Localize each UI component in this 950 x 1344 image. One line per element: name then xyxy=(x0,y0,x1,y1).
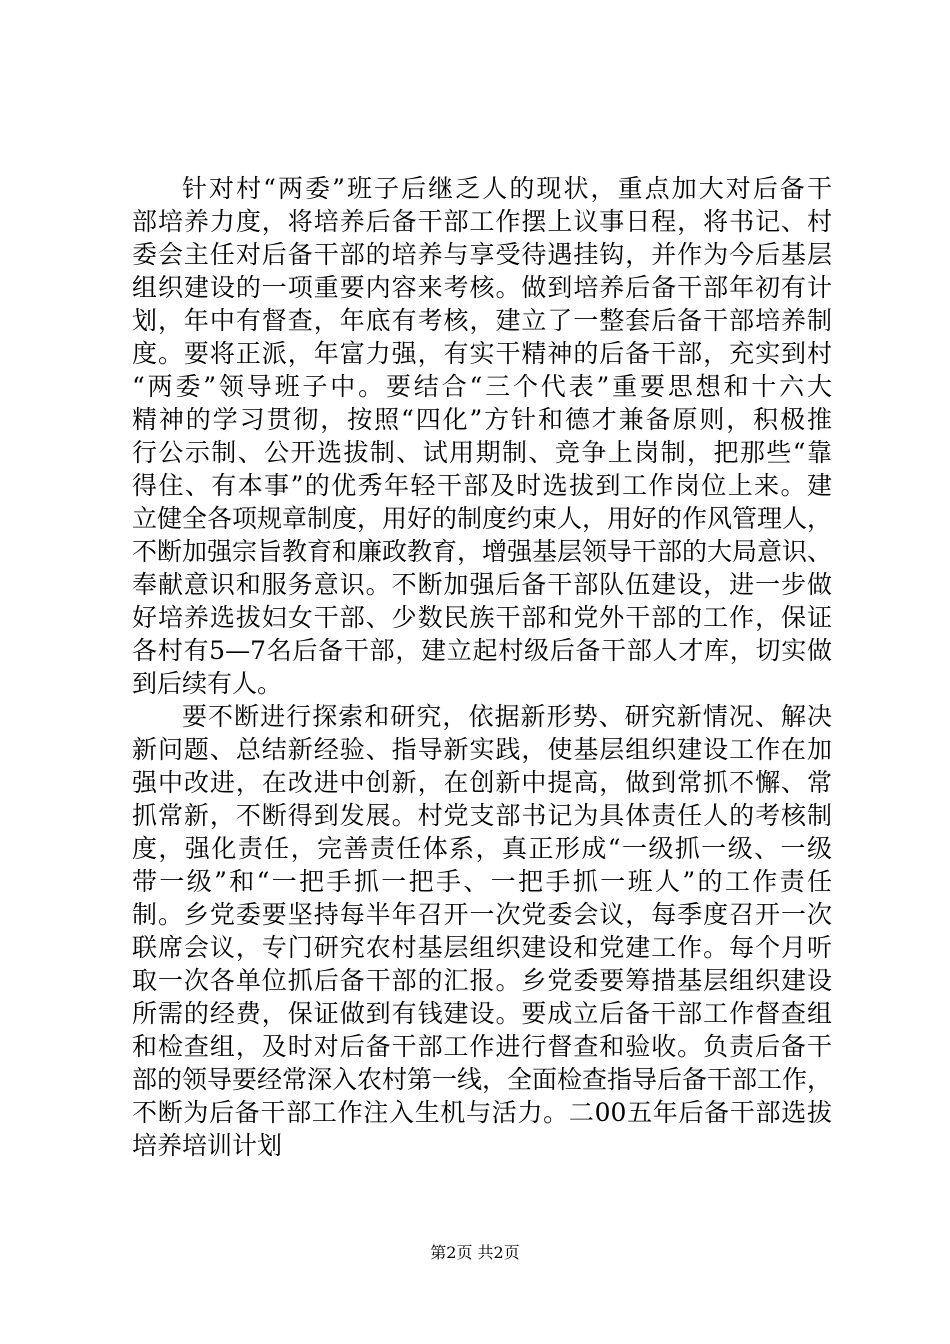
text-line: 立健全各项规章制度，用好的制度约束人，用好的作风管理人， xyxy=(132,504,833,533)
text-line: 奉献意识和服务意识。不断加强后备干部队伍建设，进一步做 xyxy=(132,570,832,599)
text-line: 部的领导要经常深入农村第一线，全面检查指导后备干部工作， xyxy=(132,1065,833,1094)
text-line: 精神的学习贯彻，按照“四化”方针和德才兼备原则，积极推 xyxy=(132,405,832,434)
text-line: 所需的经费，保证做到有钱建设。要成立后备干部工作督查组 xyxy=(132,999,832,1028)
text-line: 新问题、总结新经验、指导新实践，使基层组织建设工作在加 xyxy=(132,735,832,764)
paragraph xyxy=(132,700,832,1162)
text-line: 到后续有人。 xyxy=(132,669,283,698)
text-line: 得住、有本事”的优秀年轻干部及时选拔到工作岗位上来。建 xyxy=(132,471,832,500)
text-line: 部培养力度，将培养后备干部工作摆上议事日程，将书记、村 xyxy=(132,207,832,236)
text-line: 行公示制、公开选拔制、试用期制、竞争上岗制，把那些“靠 xyxy=(132,438,832,467)
text-line: 联席会议，专门研究农村基层组织建设和党建工作。每个月听 xyxy=(132,933,832,962)
document-body xyxy=(132,172,832,1162)
text-line: 培养培训计划 xyxy=(132,1131,283,1160)
page-footer: 第2页 共2页 xyxy=(430,1243,520,1262)
text-line: 划，年中有督查，年底有考核，建立了一整套后备干部培养制 xyxy=(132,306,832,335)
text-line: 各村有5—7名后备干部，建立起村级后备干部人才库，切实做 xyxy=(132,636,832,665)
text-line: 抓常新，不断得到发展。村党支部书记为具体责任人的考核制 xyxy=(132,801,832,830)
text-line: 度，强化责任，完善责任体系，真正形成“一级抓一级、一级 xyxy=(132,834,832,863)
text-line: 制。乡党委要坚持每半年召开一次党委会议，每季度召开一次 xyxy=(132,900,832,929)
paragraph xyxy=(132,172,832,700)
text-line: 要不断进行探索和研究，依据新形势、研究新情况、解决 xyxy=(182,702,832,731)
text-line: 强中改进，在改进中创新，在创新中提高，做到常抓不懈、常 xyxy=(132,768,832,797)
text-line: 带一级”和“一把手抓一把手、一把手抓一班人”的工作责任 xyxy=(132,867,832,896)
text-line: 不断为后备干部工作注入生机与活力。二00五年后备干部选拔 xyxy=(132,1098,832,1127)
text-line: 组织建设的一项重要内容来考核。做到培养后备干部年初有计 xyxy=(132,273,832,302)
text-line: 委会主任对后备干部的培养与享受待遇挂钩，并作为今后基层 xyxy=(132,240,832,269)
text-line: 取一次各单位抓后备干部的汇报。乡党委要筹措基层组织建设 xyxy=(132,966,832,995)
text-line: 好培养选拔妇女干部、少数民族干部和党外干部的工作，保证 xyxy=(132,603,832,632)
text-line: 针对村“两委”班子后继乏人的现状，重点加大对后备干 xyxy=(182,174,832,203)
text-line: 和检查组，及时对后备干部工作进行督查和验收。负责后备干 xyxy=(132,1032,832,1061)
text-line: 不断加强宗旨教育和廉政教育，增强基层领导干部的大局意识、 xyxy=(132,537,833,566)
text-line: “两委”领导班子中。要结合“三个代表”重要思想和十六大 xyxy=(132,372,832,401)
text-line: 度。要将正派，年富力强，有实干精神的后备干部，充实到村 xyxy=(132,339,832,368)
